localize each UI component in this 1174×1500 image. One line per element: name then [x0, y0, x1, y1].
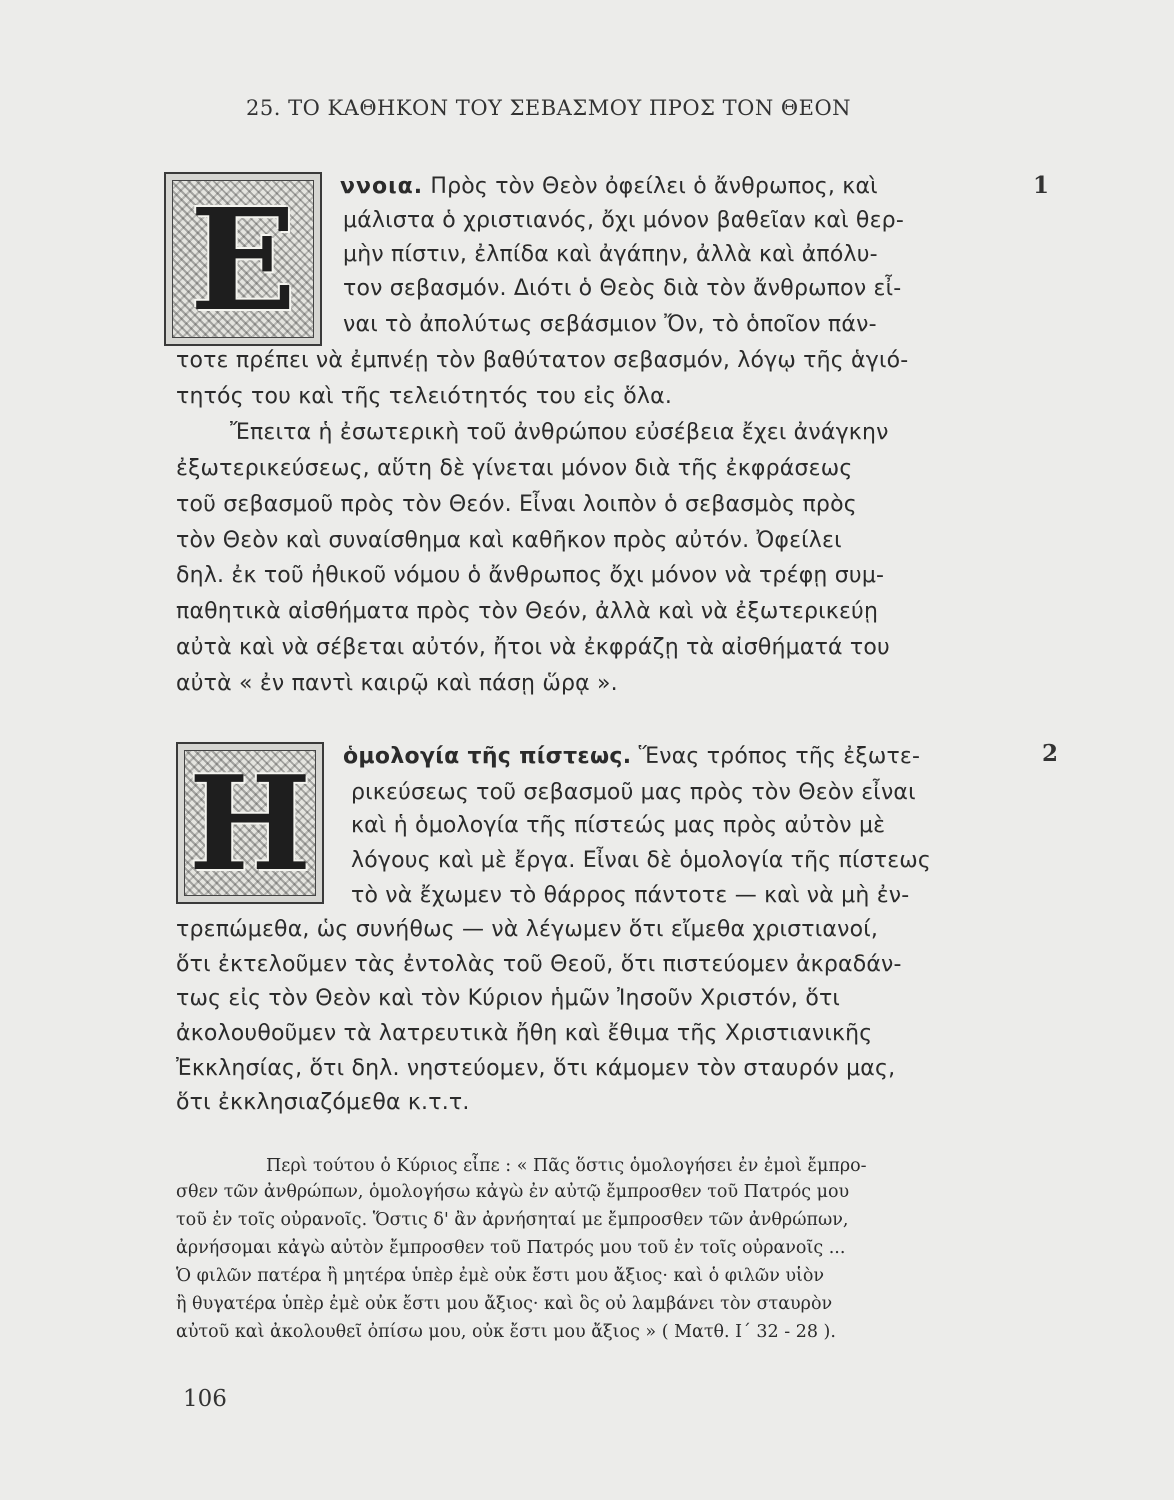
- paragraph-line: τοῦ σεβασμοῦ πρὸς τὸν Θεόν. Εἶναι λοιπὸν ὁ σεβασμὸς πρὸς: [176, 492, 857, 517]
- paragraph-line: τως εἰς τὸν Θεὸν καὶ τὸν Κύριον ἡμῶν Ἰησοῦν Χριστόν, ὅτι: [176, 986, 841, 1011]
- ornamental-initial-e: [164, 172, 322, 346]
- paragraph-line: αὐτὰ καὶ νὰ σέβεται αὐτόν, ἤτοι νὰ ἐκφράζῃ τὰ αἰσθήματά του: [176, 635, 890, 660]
- ornamental-initial-h: [176, 742, 324, 904]
- paragraph-line: τον σεβασμόν. Διότι ὁ Θεὸς διὰ τὸν ἄνθρωπον εἶ-: [343, 276, 902, 301]
- paragraph-line: Ἔπειτα ἡ ἐσωτερικὴ τοῦ ἀνθρώπου εὐσέβεια ἔχει ἀνάγκην: [230, 420, 889, 445]
- paragraph-line: τρεπώμεθα, ὡς συνήθως — νὰ λέγωμεν ὅτι εἴμεθα χριστιανοί,: [176, 917, 879, 942]
- paragraph-line: τὸν Θεὸν καὶ συναίσθημα καὶ καθῆκον πρὸς αὐτόν. Ὀφείλει: [176, 528, 842, 553]
- paragraph-line: δηλ. ἐκ τοῦ ἠθικοῦ νόμου ὁ ἄνθρωπος ὄχι μόνον νὰ τρέφῃ συμ-: [176, 563, 885, 588]
- initial-letter: E: [189, 179, 297, 343]
- paragraph-lead: ὁμολογία τῆς πίστεως.: [343, 744, 632, 769]
- paragraph-line: μάλιστα ὁ χριστιανός, ὄχι μόνον βαθεῖαν καὶ θερ-: [343, 208, 904, 233]
- section-number: 2: [1042, 740, 1059, 767]
- paragraph-line: ἀκολουθοῦμεν τὰ λατρευτικὰ ἤθη καὶ ἔθιμα τῆς Χριστιανικῆς: [176, 1021, 873, 1046]
- initial-letter: H: [188, 747, 312, 900]
- paragraph-line: αὐτὰ « ἐν παντὶ καιρῷ καὶ πάσῃ ὥρᾳ ».: [176, 671, 618, 696]
- paragraph-line: ναι τὸ ἀπολύτως σεβάσμιον Ὄν, τὸ ὁποῖον πάν-: [343, 312, 877, 337]
- footnote-line: ἀρνήσομαι κἀγὼ αὐτὸν ἔμπροσθεν τοῦ Πατρός μου τοῦ ἐν τοῖς οὐρανοῖς ...: [176, 1238, 846, 1258]
- paragraph-line: παθητικὰ αἰσθήματα πρὸς τὸν Θεόν, ἀλλὰ καὶ νὰ ἐξωτερικεύῃ: [176, 599, 879, 624]
- paragraph-line: τητός του καὶ τῆς τελειότητός του εἰς ὅλα.: [176, 384, 673, 409]
- footnote-line: Περὶ τούτου ὁ Κύριος εἶπε : « Πᾶς ὅστις ὁμολογήσει ἐν ἐμοὶ ἔμπρο-: [266, 1156, 867, 1176]
- paragraph-lead: ννοια.: [340, 174, 424, 199]
- paragraph-line: μὴν πίστιν, ἐλπίδα καὶ ἀγάπην, ἀλλὰ καὶ ἀπόλυ-: [343, 242, 878, 267]
- paragraph-line: ὁμολογία τῆς πίστεως. Ἕνας τρόπος τῆς ἐξωτε-: [343, 744, 921, 769]
- paragraph-line: ἐξωτερικεύσεως, αὕτη δὲ γίνεται μόνον διὰ τῆς ἐκφράσεως: [176, 456, 853, 481]
- paragraph-line: ὅτι ἐκκλησιαζόμεθα κ.τ.τ.: [176, 1090, 470, 1115]
- paragraph-line: λόγους καὶ μὲ ἔργα. Εἶναι δὲ ὁμολογία τῆς πίστεως: [351, 848, 932, 873]
- footnote-line: σθεν τῶν ἀνθρώπων, ὁμολογήσω κἀγὼ ἐν αὐτῷ ἔμπροσθεν τοῦ Πατρός μου: [176, 1182, 850, 1202]
- paragraph-line: ννοια. Πρὸς τὸν Θεὸν ὀφείλει ὁ ἄνθρωπος, καὶ: [340, 174, 878, 199]
- chapter-heading: 25. ΤΟ ΚΑΘΗΚΟΝ ΤΟΥ ΣΕΒΑΣΜΟΥ ΠΡΟΣ ΤΟΝ ΘΕΟΝ: [246, 96, 852, 120]
- footnote-line: ἢ θυγατέρα ὑπὲρ ἐμὲ οὐκ ἔστι μου ἄξιος· καὶ ὃς οὐ λαμβάνει τὸν σταυρὸν: [176, 1294, 833, 1314]
- paragraph-line: ρικεύσεως τοῦ σεβασμοῦ μας πρὸς τὸν Θεὸν εἶναι: [351, 780, 916, 805]
- footnote-line: αὐτοῦ καὶ ἀκολουθεῖ ὀπίσω μου, οὐκ ἔστι μου ἄξιος » ( Ματθ. Ι΄ 32 - 28 ).: [176, 1322, 836, 1342]
- paragraph-line: ὅτι ἐκτελοῦμεν τὰς ἐντολὰς τοῦ Θεοῦ, ὅτι πιστεύομεν ἀκραδάν-: [176, 952, 902, 977]
- page-number: 106: [183, 1386, 227, 1412]
- paragraph-line: τὸ νὰ ἔχωμεν τὸ θάρρος πάντοτε — καὶ νὰ μὴ ἐν-: [351, 883, 910, 908]
- paragraph-line: Ἐκκλησίας, ὅτι δηλ. νηστεύομεν, ὅτι κάμομεν τὸν σταυρόν μας,: [176, 1056, 896, 1081]
- footnote-line: Ὁ φιλῶν πατέρα ἢ μητέρα ὑπὲρ ἐμὲ οὐκ ἔστι μου ἄξιος· καὶ ὁ φιλῶν υἱὸν: [176, 1266, 825, 1286]
- paragraph-line: καὶ ἡ ὁμολογία τῆς πίστεώς μας πρὸς αὐτὸν μὲ: [351, 813, 886, 838]
- paragraph-line: τοτε πρέπει νὰ ἐμπνέῃ τὸν βαθύτατον σεβασμόν, λόγῳ τῆς ἁγιό-: [176, 348, 909, 373]
- section-number: 1: [1033, 172, 1050, 199]
- footnote-line: τοῦ ἐν τοῖς οὐρανοῖς. Ὅστις δ' ἂν ἀρνήσηταί με ἔμπροσθεν τῶν ἀνθρώπων,: [176, 1210, 849, 1230]
